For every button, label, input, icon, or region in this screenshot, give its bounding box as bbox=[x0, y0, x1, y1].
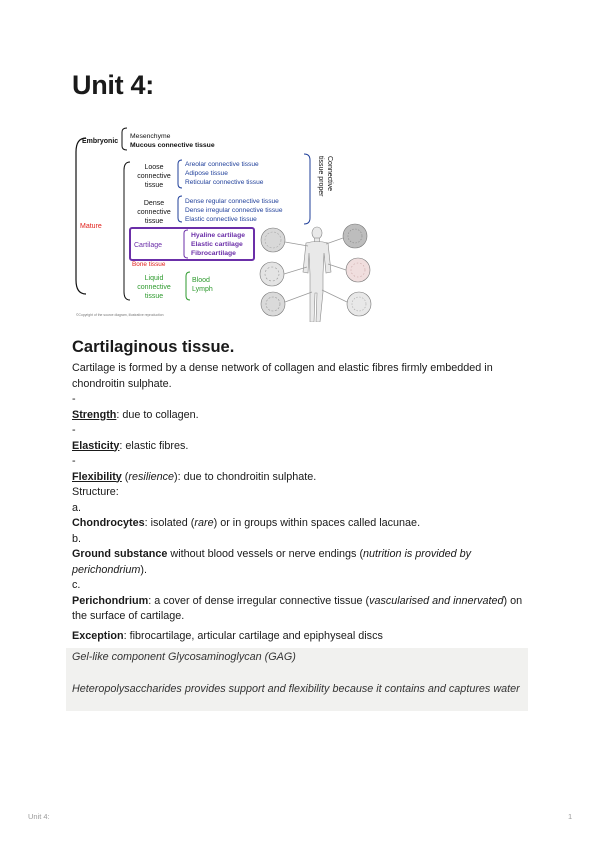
dense-label-3: tissue bbox=[144, 218, 164, 225]
liquid-label-2: connective bbox=[137, 284, 171, 291]
dense-item-2: Dense irregular connective tissue bbox=[185, 207, 283, 214]
perichondrium-term: Perichondrium bbox=[72, 594, 149, 607]
exception-line bbox=[72, 629, 530, 645]
perichondrium-italic: vascularised and innervated bbox=[369, 594, 504, 607]
embryonic-bracket bbox=[122, 128, 127, 150]
loose-label-3: tissue bbox=[144, 182, 164, 189]
perichondrium-text-2: ) on the surface of cartilage. bbox=[72, 594, 523, 622]
ground-substance-line bbox=[72, 547, 530, 578]
embryonic-item-2: Mucous connective tissue bbox=[130, 142, 215, 149]
strength-text: : due to collagen. bbox=[116, 408, 199, 421]
strength-term: Strength bbox=[72, 408, 117, 421]
human-figure bbox=[303, 227, 331, 322]
dense-item-3: Elastic connective tissue bbox=[185, 216, 257, 223]
elasticity-line bbox=[72, 439, 530, 455]
section-body bbox=[72, 361, 530, 644]
loose-label-1: Loose bbox=[144, 164, 164, 171]
liquid-label-1: Liquid bbox=[144, 275, 164, 282]
loose-item-3: Reticular connective tissue bbox=[185, 179, 264, 186]
exception-text: : fibrocartilage, articular cartilage and epiphyseal discs bbox=[123, 629, 383, 642]
section-heading: Cartilaginous tissue. bbox=[72, 338, 235, 356]
perichondrium-line bbox=[72, 594, 530, 625]
dense-label-1: Dense bbox=[143, 200, 165, 207]
marker-b: b. bbox=[72, 532, 82, 545]
strength-line bbox=[72, 408, 530, 424]
ground-substance-text-1: without blood vessels or nerve endings ( bbox=[167, 548, 364, 560]
connective-tissue-diagram bbox=[72, 122, 384, 322]
flexibility-line bbox=[72, 470, 530, 486]
chondrocytes-text-2: ) or in groups within spaces called lacunae. bbox=[213, 517, 421, 529]
perichondrium-text-1: : a cover of dense irregular connective tissue ( bbox=[148, 594, 370, 607]
loose-item-2: Adipose tissue bbox=[185, 170, 228, 177]
embryonic-label: Embryonic bbox=[82, 138, 119, 145]
callout-line-2: Heteropolysaccharides provides support and flexibility because it contains and captures water bbox=[72, 682, 520, 695]
outer-bracket bbox=[76, 138, 86, 294]
chondrocytes-italic: rare bbox=[194, 517, 214, 529]
cartilage-bracket bbox=[184, 230, 188, 258]
dense-item-1: Dense regular connective tissue bbox=[185, 198, 279, 205]
elasticity-term: Elasticity bbox=[72, 439, 120, 452]
mature-label: Mature bbox=[80, 223, 102, 230]
page-title: Unit 4: bbox=[72, 70, 154, 100]
ground-substance-italic: nutrition is provided by perichondrium bbox=[72, 548, 472, 576]
liquid-item-1: Blood bbox=[192, 277, 210, 284]
exception-term: Exception bbox=[72, 629, 124, 642]
callout-block bbox=[66, 648, 528, 711]
footer-title: Unit 4: bbox=[28, 812, 50, 821]
ground-substance-term: Ground substance bbox=[72, 548, 168, 560]
proper-label-2: tissue proper bbox=[317, 156, 324, 197]
dash-1: - bbox=[72, 393, 76, 405]
liquid-bracket bbox=[186, 272, 190, 300]
cartilage-label: Cartilage bbox=[134, 242, 163, 249]
dense-bracket bbox=[178, 196, 182, 222]
intro-paragraph: Cartilage is formed by a dense network of collagen and elastic fibres firmly embedded in chondroitin sulphate. bbox=[72, 362, 493, 390]
embryonic-item-1: Mesenchyme bbox=[130, 133, 171, 140]
flexibility-text: ): due to chondroitin sulphate. bbox=[174, 470, 317, 483]
loose-label-2: connective bbox=[137, 173, 171, 180]
page-number: 1 bbox=[568, 812, 573, 821]
figure-credit: ©Copyright of the source diagram, illustrative reproduction bbox=[76, 313, 164, 317]
elasticity-text: : elastic fibres. bbox=[119, 439, 189, 452]
dash-2: - bbox=[72, 424, 76, 436]
liquid-item-2: Lymph bbox=[192, 286, 213, 293]
bone-label: Bone tissue bbox=[132, 261, 166, 268]
chondrocytes-line bbox=[72, 516, 530, 532]
structure-label: Structure: bbox=[72, 486, 119, 498]
flexibility-italic: resilience bbox=[128, 470, 175, 483]
proper-label-1: Connective bbox=[326, 156, 333, 192]
flexibility-paren: ( bbox=[121, 470, 129, 483]
marker-c: c. bbox=[72, 579, 81, 591]
liquid-label-3: tissue bbox=[144, 293, 164, 300]
callout-line-1: Gel-like component Glycosaminoglycan (GAG) bbox=[72, 651, 296, 663]
flexibility-term: Flexibility bbox=[72, 470, 122, 483]
chondrocytes-text-1: : isolated ( bbox=[144, 517, 195, 529]
cartilage-item-2: Elastic cartilage bbox=[191, 241, 243, 248]
ground-substance-text-2: ). bbox=[140, 563, 148, 576]
marker-a: a. bbox=[72, 501, 82, 514]
cartilage-item-3: Fibrocartilage bbox=[191, 250, 236, 257]
dense-label-2: connective bbox=[137, 209, 171, 216]
loose-item-1: Areolar connective tissue bbox=[185, 161, 259, 168]
cartilage-item-1: Hyaline cartilage bbox=[191, 232, 246, 239]
loose-bracket bbox=[178, 160, 182, 188]
dash-3: - bbox=[72, 455, 76, 467]
proper-bracket bbox=[304, 154, 310, 224]
chondrocytes-term: Chondrocytes bbox=[72, 517, 145, 529]
